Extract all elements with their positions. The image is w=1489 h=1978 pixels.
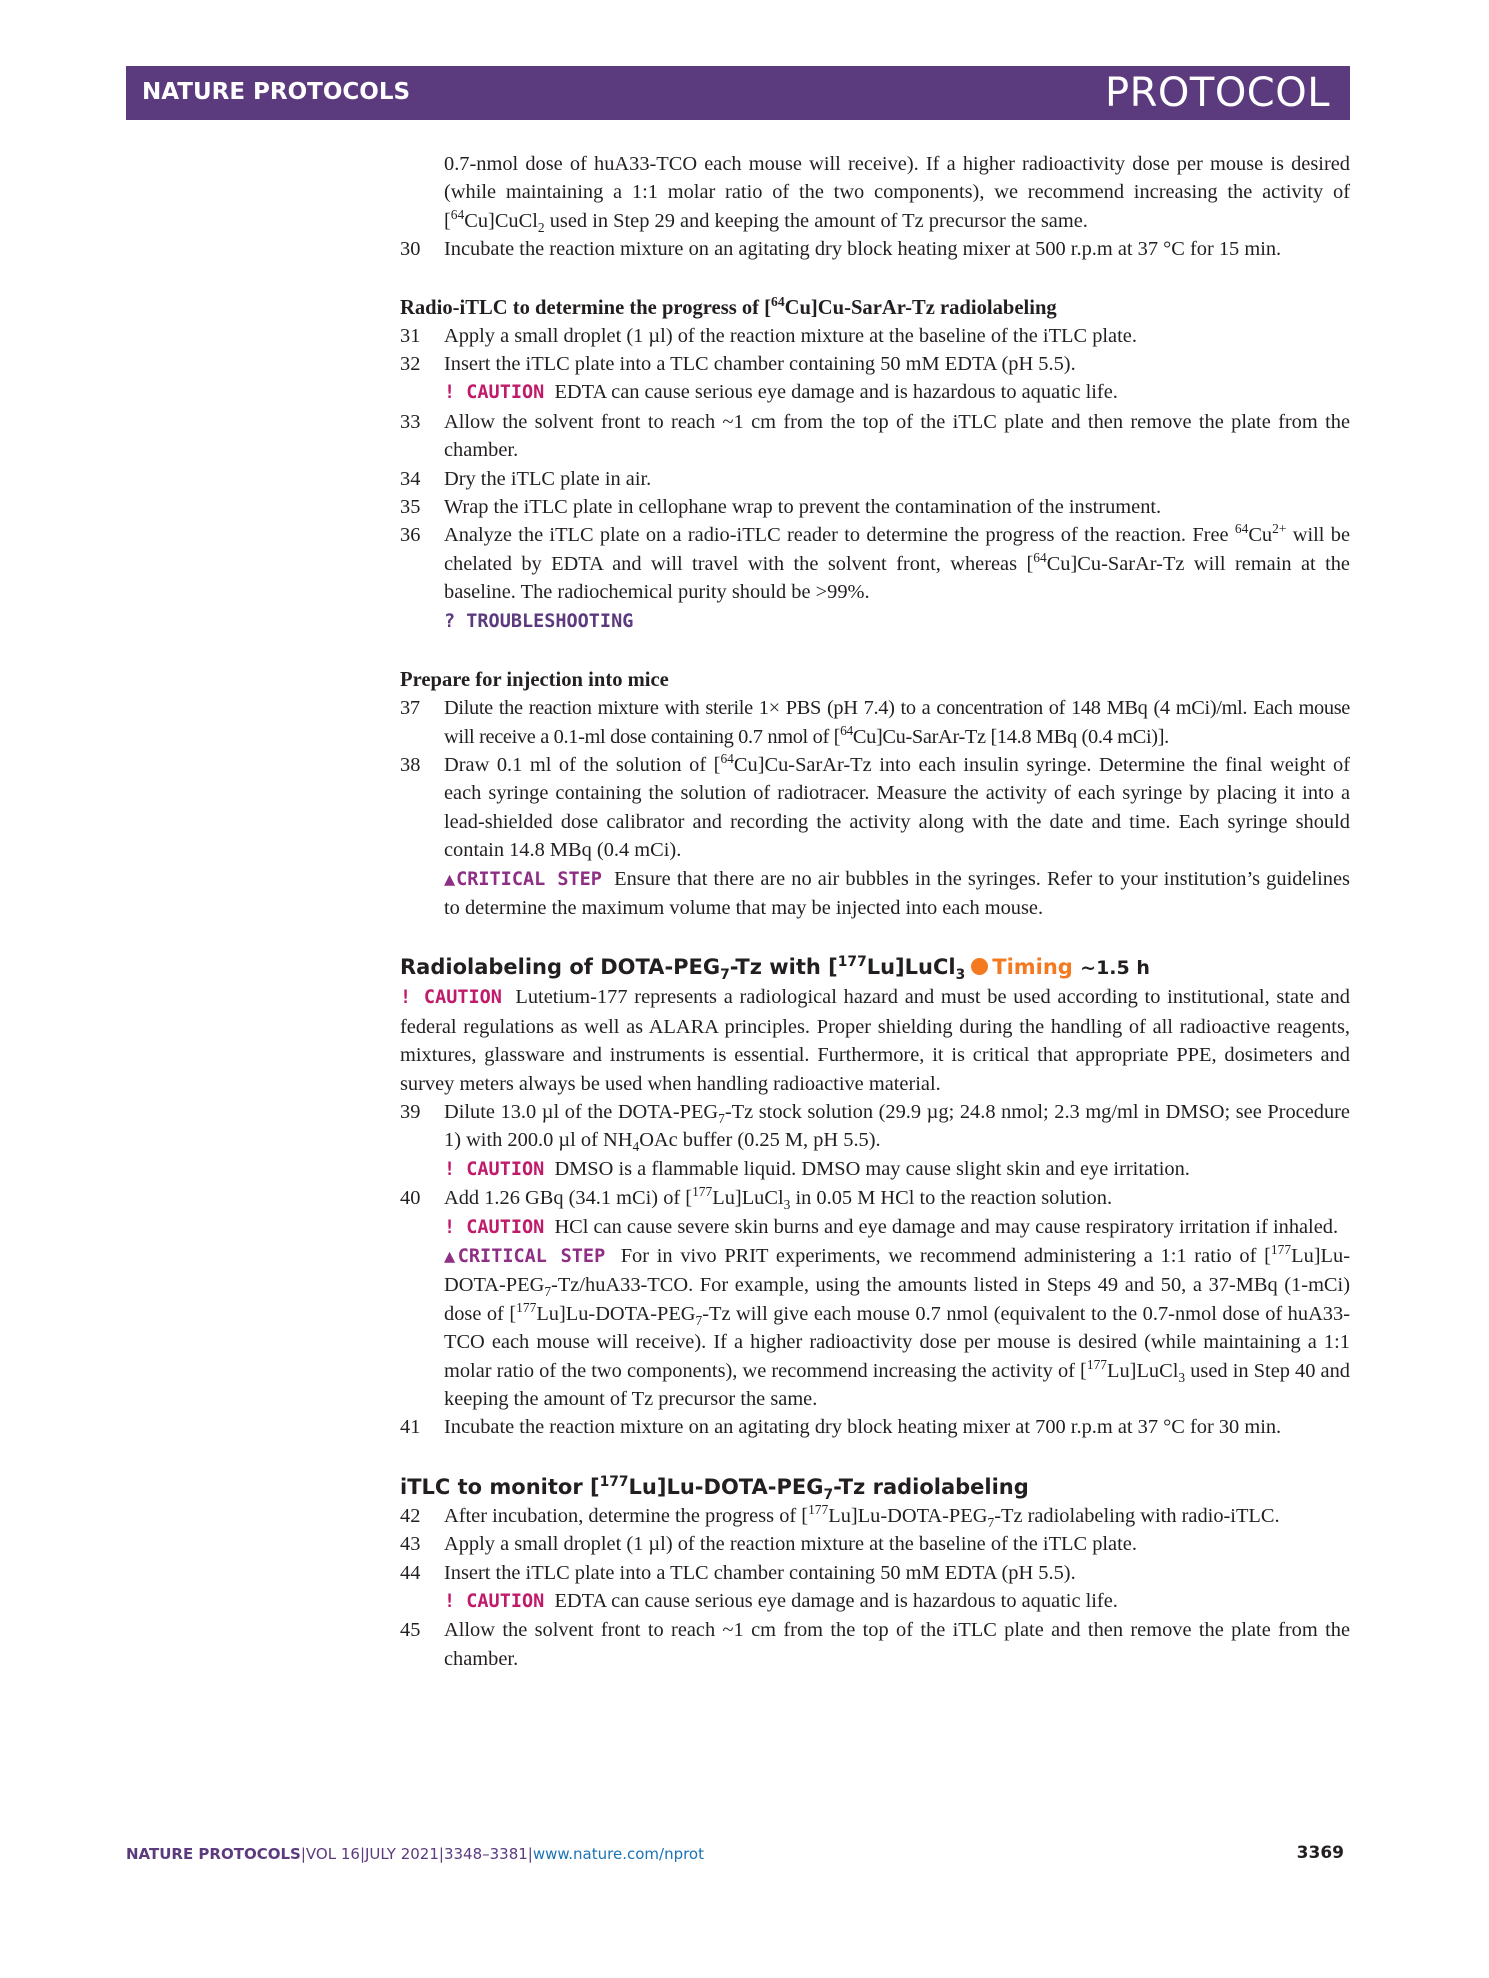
- protocol-body: [400, 150, 1350, 1673]
- step-39: 39 Dilute 13.0 µl of the DOTA-$PEG_7-Tz$ stock solution (29.9 µg; 24.8 nmol; 2.3 mg/ml in DMSO; see Procedure 1) with 200.0 µl of $NH_4OAc$ buffer (0.25 M, pH 5.5). ! CAUTION DMSO is a flammable liquid. DMSO may cause slight skin and eye irritation.: [400, 1100, 1350, 1180]
- step-38: 38 Draw 0.1 ml of the solution of [$^{64}$Cu]Cu-SarAr-Tz into each insulin syringe. Determine the final weight of each syringe containing the solution of radiotracer. Measure the activity of each syringe by placing it into a lead-shielded dose calibrator and recording the activity along with the date and time. Each syringe should contain 14.8 MBq (0.4 mCi). ▲CRITICAL STEP Ensure that there are no air bubbles in the syringes. Refer to your institution’s guidelines to determine the maximum volume that may be injected into each mouse.: [400, 751, 1351, 919]
- general-caution: ! CAUTION Lutetium-177 represents a radiological hazard and must be used according to institutional, state and federal regulations as well as ALARA principles. Proper shielding during the handling of all radioactive reagents, mixtures, glassware and instruments is essential. Furthermore, it is critical that appropriate PPE, dosimeters and survey meters always be used when handling radioactive material.: [400, 986, 1350, 1095]
- step-40: 40 Add 1.26 GBq (34.1 mCi) of [$^{177}$Lu]LuCl$_3$ in 0.05 M HCl to the reaction solution. ! CAUTION HCl can cause severe skin burns and eye damage and may cause respiratory irritation if inhaled. ▲CRITICAL STEP For in vivo PRIT experiments, we recommend administering a 1:1 ratio of $[^{177}Lu]Lu-DOTA-PEG_7-Tz/huA33$-TCO. For example, using the amounts listed in Steps 49 and 50, a 37-MBq (1-mCi) dose of $[^{177}Lu]Lu-DOTA-PEG_7-Tz$ will give each mouse 0.7 nmol (equivalent to the 0.7-nmol dose of huA33-TCO each mouse will receive). If a higher radioactivity dose per mouse is desired (while maintaining a 1:1 molar ratio of the two components), we recommend increasing the activity of [$^{177}$Lu]LuCl$_3$ used in Step 40 and keeping the amount of Tz precursor the same.: [400, 1184, 1351, 1411]
- step-34: 34 Dry the iTLC plate in air.: [400, 467, 652, 490]
- journal-name: NATURE PROTOCOLS: [142, 79, 411, 105]
- caution-label: ! CAUTION: [444, 382, 545, 404]
- journal-url-link[interactable]: www.nature.com/nprot: [532, 1845, 704, 1863]
- step-44: 44 Insert the iTLC plate into a TLC chamber containing 50 mM EDTA (pH 5.5). ! CAUTION EDTA can cause serious eye damage and is hazardous to aquatic life.: [400, 1561, 1118, 1613]
- step-30: 30 Incubate the reaction mixture on an agitating dry block heating mixer at 500 r.p.m at 37 °C for 15 min.: [400, 238, 1282, 261]
- timing-dot-icon: [971, 958, 988, 975]
- critical-step-label: ▲CRITICAL STEP: [444, 1246, 606, 1267]
- step-43: 43 Apply a small droplet (1 µl) of the reaction mixture at the baseline of the iTLC plate.: [400, 1533, 1137, 1556]
- footer-citation: NATURE PROTOCOLS|VOL 16|JULY 2021|3348–3381|www.nature.com/nprot: [126, 1845, 704, 1863]
- page-number: 3369: [1296, 1843, 1344, 1863]
- timing-value: ~1.5 h: [1080, 957, 1150, 980]
- step-45: 45 Allow the solvent front to reach ~1 cm from the top of the iTLC plate and then remove the plate from the chamber.: [400, 1619, 1350, 1670]
- page-footer: [126, 1842, 1350, 1868]
- step-41: 41 Incubate the reaction mixture on an agitating dry block heating mixer at 700 r.p.m at 37 °C for 30 min.: [400, 1416, 1282, 1439]
- step-37: 37 Dilute the reaction mixture with sterile 1× PBS (pH 7.4) to a concentration of 148 MBq (4 mCi)/ml. Each mouse will receive a 0.1-ml dose containing 0.7 nmol of [$^{64}$Cu]Cu-SarAr-Tz [14.8 MBq (0.4 mCi)].: [400, 697, 1350, 748]
- journal-banner: [126, 66, 1350, 120]
- step-29-continuation: 0.7-nmol dose of huA33-TCO each mouse will receive). If a higher radioactivity dose per mouse is desired (while maintaining a 1:1 molar ratio of the two components), we recommend increasing the activity of [$^{64}$Cu]CuCl$_2$ used in Step 29 and keeping the amount of Tz precursor the same.: [444, 153, 1350, 235]
- caution-label: ! CAUTION: [444, 1591, 545, 1613]
- critical-step-label: ▲CRITICAL STEP: [444, 868, 602, 890]
- step-33: 33 Allow the solvent front to reach ~1 cm from the top of the iTLC plate and then remove the plate from the chamber.: [400, 410, 1350, 462]
- timing-label: Timing: [992, 955, 1073, 980]
- step-32: 32 Insert the iTLC plate into a TLC chamber containing 50 mM EDTA (pH 5.5). ! CAUTION EDTA can cause serious eye damage and is hazardous to aquatic life.: [400, 353, 1118, 404]
- section-heading-injection: Prepare for injection into mice: [400, 669, 669, 692]
- step-36: 36 Analyze the iTLC plate on a radio-iTLC reader to determine the progress of the reaction. Free $^{64}Cu^{2+}$ will be chelated by EDTA and will travel with the solvent front, whereas [$^{64}$Cu]Cu-SarAr-Tz will remain at the baseline. The radiochemical purity should be >99%. ? TROUBLESHOOTING: [400, 521, 1350, 632]
- section-heading-itlc-monitor: iTLC to monitor $[^{177}Lu]Lu-DOTA-PEG_7-Tz$ radiolabeling: [400, 1473, 1029, 1504]
- caution-label: ! CAUTION: [444, 1158, 545, 1180]
- section-heading-lu177-labeling: Radiolabeling of DOTA-$PEG_7-Tz$ with [$^{177}$Lu]LuCl$_3$ Timing ~1.5 h: [400, 954, 1150, 984]
- troubleshooting-label: ? TROUBLESHOOTING: [444, 610, 634, 632]
- caution-label: ! CAUTION: [444, 1216, 545, 1238]
- section-heading-radio-itlc: Radio-iTLC to determine the progress of [$^{64}$Cu]Cu-SarAr-Tz radiolabeling: [400, 293, 1057, 319]
- article-type: PROTOCOL: [1104, 70, 1330, 116]
- step-31: 31 Apply a small droplet (1 µl) of the reaction mixture at the baseline of the iTLC plate.: [400, 324, 1137, 347]
- step-42: 42 After incubation, determine the progress of $[^{177}Lu]Lu-DOTA-PEG_7-Tz$ radiolabeling with radio-iTLC.: [400, 1502, 1280, 1530]
- step-35: 35 Wrap the iTLC plate in cellophane wrap to prevent the contamination of the instrument.: [400, 496, 1162, 519]
- caution-label: ! CAUTION: [400, 987, 502, 1009]
